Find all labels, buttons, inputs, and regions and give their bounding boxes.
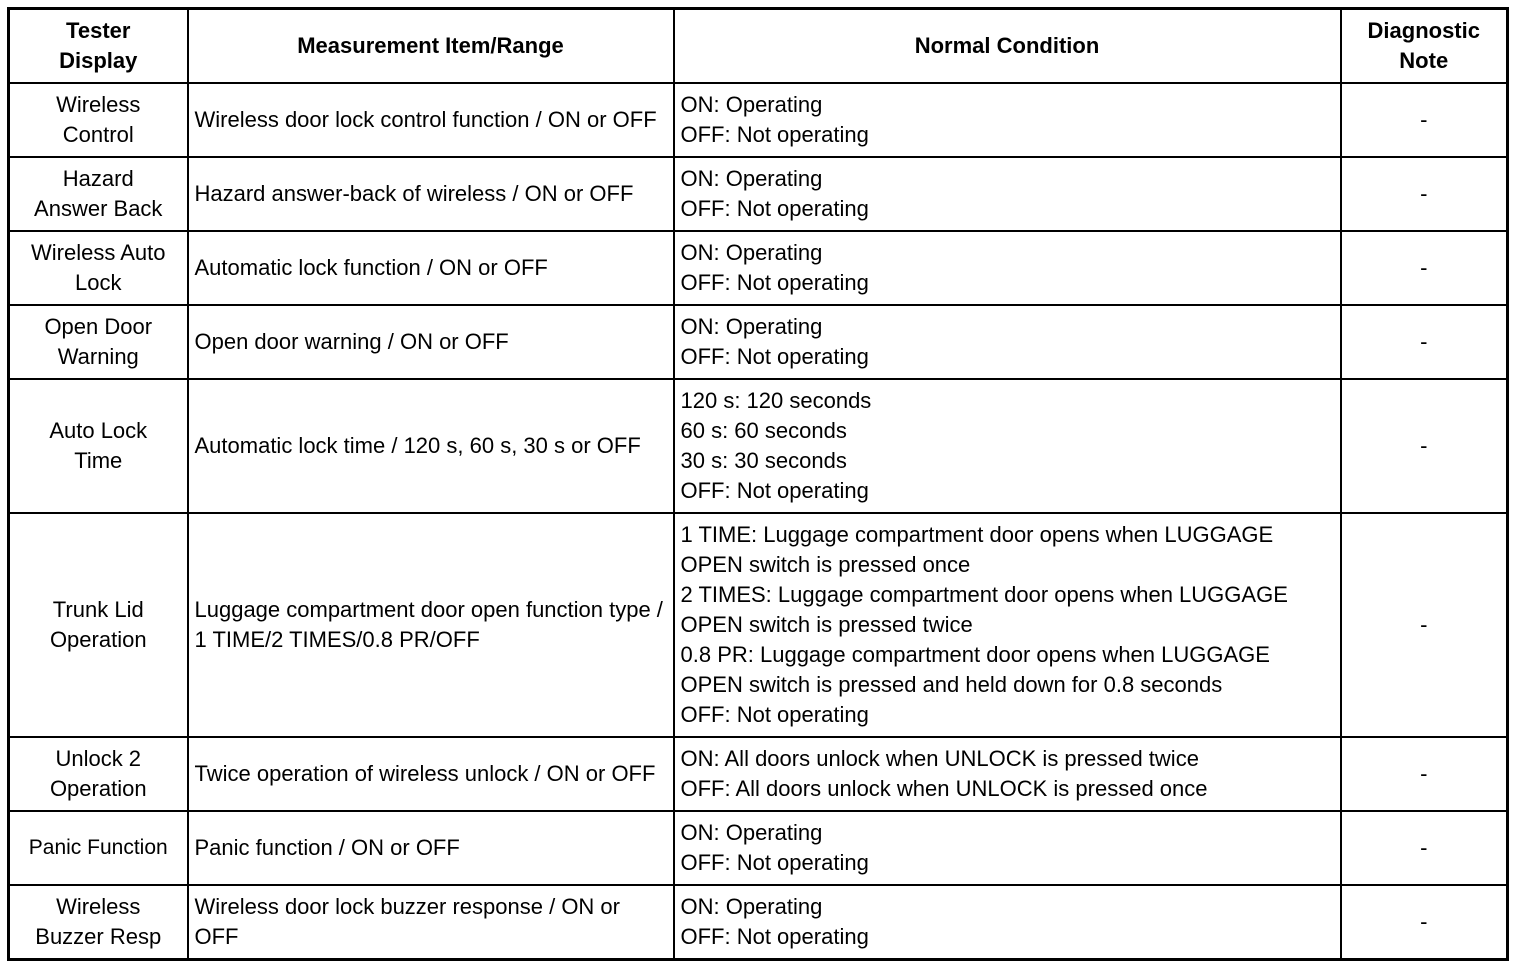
table-row [9,737,1508,811]
tester-display-cell: Hazard Answer Back [9,157,188,231]
table-row [9,83,1508,157]
diagnostic-note-cell: - [1341,379,1508,513]
tester-display-cell: Open Door Warning [9,305,188,379]
normal-condition-cell: ON: Operating OFF: Not operating [674,305,1341,379]
table-row [9,513,1508,737]
tester-display-cell: Wireless Buzzer Resp [9,885,188,960]
tester-display-cell: Trunk Lid Operation [9,513,188,737]
measurement-cell: Wireless door lock buzzer response / ON or OFF [188,885,674,960]
tester-display-cell: Wireless Control [9,83,188,157]
measurement-cell: Panic function / ON or OFF [188,811,674,885]
tester-display-cell: Unlock 2 Operation [9,737,188,811]
table-row [9,379,1508,513]
header-tester-display: Tester Display [9,9,188,84]
diagnostic-note-cell: - [1341,811,1508,885]
diagnostic-note-cell: - [1341,513,1508,737]
measurement-cell: Automatic lock function / ON or OFF [188,231,674,305]
header-diagnostic-note: Diagnostic Note [1341,9,1508,84]
measurement-cell: Automatic lock time / 120 s, 60 s, 30 s or OFF [188,379,674,513]
normal-condition-cell: ON: Operating OFF: Not operating [674,885,1341,960]
table-row [9,885,1508,960]
table-row [9,305,1508,379]
diagnostic-note-cell: - [1341,157,1508,231]
measurement-cell: Luggage compartment door open function type / 1 TIME/2 TIMES/0.8 PR/OFF [188,513,674,737]
header-normal-condition: Normal Condition [674,9,1341,84]
diagnostic-note-cell: - [1341,737,1508,811]
table-row [9,231,1508,305]
diagnostic-note-cell: - [1341,885,1508,960]
tester-display-cell: Panic Function [9,811,188,885]
tester-display-cell: Auto Lock Time [9,379,188,513]
measurement-cell: Twice operation of wireless unlock / ON or OFF [188,737,674,811]
normal-condition-cell: ON: Operating OFF: Not operating [674,231,1341,305]
table-header-row [9,9,1508,84]
normal-condition-cell: ON: All doors unlock when UNLOCK is pressed twice OFF: All doors unlock when UNLOCK is pressed once [674,737,1341,811]
measurement-cell: Wireless door lock control function / ON or OFF [188,83,674,157]
diagnostic-note-cell: - [1341,231,1508,305]
table-row [9,157,1508,231]
tester-display-table [7,7,1509,961]
normal-condition-cell: ON: Operating OFF: Not operating [674,157,1341,231]
normal-condition-cell: 120 s: 120 seconds 60 s: 60 seconds 30 s: 30 seconds OFF: Not operating [674,379,1341,513]
measurement-cell: Hazard answer-back of wireless / ON or OFF [188,157,674,231]
diagnostic-note-cell: - [1341,83,1508,157]
measurement-cell: Open door warning / ON or OFF [188,305,674,379]
normal-condition-cell: ON: Operating OFF: Not operating [674,811,1341,885]
table-row [9,811,1508,885]
normal-condition-cell: 1 TIME: Luggage compartment door opens when LUGGAGE OPEN switch is pressed once 2 TIMES: Luggage compartment door opens when LUGGAGE OPEN switch is pressed twice 0.8 PR: Luggage compartment door opens when LUGGAGE OPEN switch is pressed and held down for 0.8 seconds OFF: Not operating [674,513,1341,737]
normal-condition-cell: ON: Operating OFF: Not operating [674,83,1341,157]
tester-display-cell: Wireless Auto Lock [9,231,188,305]
diagnostic-note-cell: - [1341,305,1508,379]
header-measurement-item: Measurement Item/Range [188,9,674,84]
